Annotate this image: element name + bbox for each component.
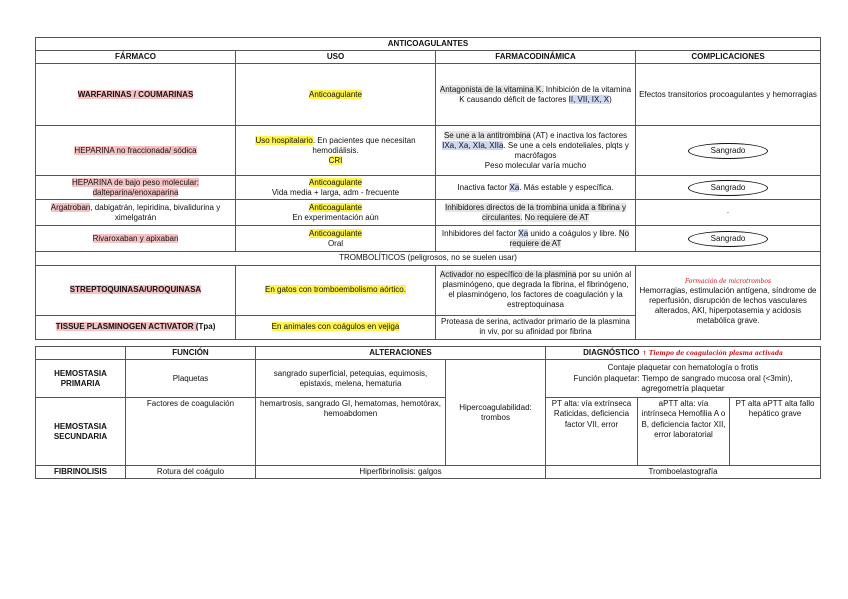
uso-cell: En animales con coágulos en vejiga: [236, 315, 436, 339]
table-row: [36, 466, 821, 479]
header-alteraciones: ALTERACIONES: [256, 347, 546, 360]
table-row: [36, 265, 821, 315]
farmacodinamica-cell: Proteasa de serina, activador primario de la plasmina in viv, por su afinidad por fibrina: [436, 315, 636, 339]
table-row: [36, 360, 821, 398]
farmaco-cell: Argatroban, dabigatrán, lepiridina, bivalidurina y ximelgatrán: [36, 200, 236, 226]
alteraciones-cell: hemartrosis, sangrado GI, hematomas, hemotórax, hemoabdomen: [256, 398, 446, 466]
hipercoagulabilidad-cell: Hipercoagulabilidad: trombos: [446, 360, 546, 466]
handwritten-note: ↑ Tiempo de coagulación plasma activada: [641, 350, 783, 357]
farmaco-cell: STREPTOQUINASA/UROQUINASA: [36, 265, 236, 315]
farmaco-cell: WARFARINAS / COUMARINAS: [36, 64, 236, 126]
farmaco-cell: Rivaroxaban y apixaban: [36, 226, 236, 252]
diagnostico-both-cell: PT alta aPTT alta fallo hepático grave: [730, 398, 821, 466]
diagnostico-cell: Tromboelastografía: [546, 466, 821, 479]
farmaco-cell: HEPARINA de bajo peso molecular: dalteparina/enoxaparina: [36, 176, 236, 200]
farmaco-cell: HEPARINA no fraccionada/ sódica: [36, 126, 236, 176]
table-row: [36, 176, 821, 200]
funcion-cell: Rotura del coágulo: [126, 466, 256, 479]
header-empty: [36, 347, 126, 360]
diagnostico-aptt-cell: aPTT alta: vía intrínseca Hemofilia A o B, deficiencia factor XII, error laboratorial: [638, 398, 730, 466]
complicaciones-cell: Efectos transitorios procoagulantes y hemorragias: [636, 64, 821, 126]
funcion-cell: Plaquetas: [126, 360, 256, 398]
header-funcion: FUNCIÓN: [126, 347, 256, 360]
uso-cell: Uso hospitalario. En pacientes que necesitan hemodiálisis. CRI: [236, 126, 436, 176]
table-row: [36, 226, 821, 252]
uso-cell: Anticoagulante Vida media + larga, adm - frecuente: [236, 176, 436, 200]
alteraciones-cell: sangrado superficial, petequias, equimosis, epistaxis, melena, hematuria: [256, 360, 446, 398]
table-row: [36, 64, 821, 126]
complicaciones-cell: Sangrado: [636, 176, 821, 200]
table-row: [36, 398, 821, 466]
diagnostico-pt-cell: PT alta: vía extrínseca Raticidas, deficiencia factor VII, error: [546, 398, 638, 466]
farmacodinamica-cell: Inhibidores del factor Xa unido a coágulos y libre. No requiere de AT: [436, 226, 636, 252]
complicaciones-cell: Sangrado: [636, 226, 821, 252]
table-row: [36, 200, 821, 226]
hemostasia-table: [35, 346, 821, 479]
trombolíticos-title: TROMBOLÍTICOS (peligrosos, no se suelen usar): [36, 252, 821, 265]
anticoagulantes-title: ANTICOAGULANTES: [36, 38, 821, 51]
header-farmacodinamica: FARMACODINÁMICA: [436, 51, 636, 64]
farmacodinamica-cell: Activador no específico de la plasmina por su unión al plasminógeno, que degrada la fibrina, el fibrinógeno, el plasminógeno, los factores de coagulación y la estreptoquinasa: [436, 265, 636, 315]
row-label: HEMOSTASIA SECUNDARIA: [36, 398, 126, 466]
anticoagulantes-table: [35, 37, 821, 340]
row-label: HEMOSTASIA PRIMARIA: [36, 360, 126, 398]
complicaciones-cell: Formación de microtrombos Hemorragias, estimulación antígena, síndrome de reperfusión, disrupción de lechos vasculares alterados, AKI, hiperpotasemia y acidosis metabólica grave.: [636, 265, 821, 339]
complicaciones-cell: ·: [636, 200, 821, 226]
uso-cell: Anticoagulante: [236, 64, 436, 126]
header-diagnostico: DIAGNÓSTICO ↑ Tiempo de coagulación plasma activada: [546, 347, 821, 360]
uso-cell: Anticoagulante En experimentación aún: [236, 200, 436, 226]
header-uso: USO: [236, 51, 436, 64]
complicaciones-cell: Sangrado: [636, 126, 821, 176]
table-row: [36, 126, 821, 176]
farmaco-cell: TISSUE PLASMINOGEN ACTIVATOR (Tpa): [36, 315, 236, 339]
header-complicaciones: COMPLICACIONES: [636, 51, 821, 64]
header-farmaco: FÁRMACO: [36, 51, 236, 64]
uso-cell: En gatos con tromboembolismo aórtico.: [236, 265, 436, 315]
funcion-cell: Factores de coagulación: [126, 398, 256, 466]
farmacodinamica-cell: Inhibidores directos de la trombina unida a fibrina y circulantes. No requiere de AT: [436, 200, 636, 226]
uso-cell: Anticoagulante Oral: [236, 226, 436, 252]
farmacodinamica-cell: Inactiva factor Xa. Más estable y específica.: [436, 176, 636, 200]
handwritten-note: Formación de microtrombos: [684, 277, 772, 285]
farmacodinamica-cell: Antagonista de la vitamina K. Inhibición de la vitamina K causando déficit de factores II, VII, IX, X): [436, 64, 636, 126]
diagnostico-cell: Contaje plaquetar con hematología o frotis Función plaquetar: Tiempo de sangrado mucosa oral (<3min), agregometría plaquetar: [546, 360, 821, 398]
alteraciones-cell: Hiperfibrinolisis: galgos: [256, 466, 546, 479]
row-label: FIBRINOLISIS: [36, 466, 126, 479]
farmacodinamica-cell: Se une a la antitrombina (AT) e inactiva los factores IXa, Xa, XIa, XIIa. Se une a cels endoteliales, plqts y macrófagos Peso molecular varía mucho: [436, 126, 636, 176]
